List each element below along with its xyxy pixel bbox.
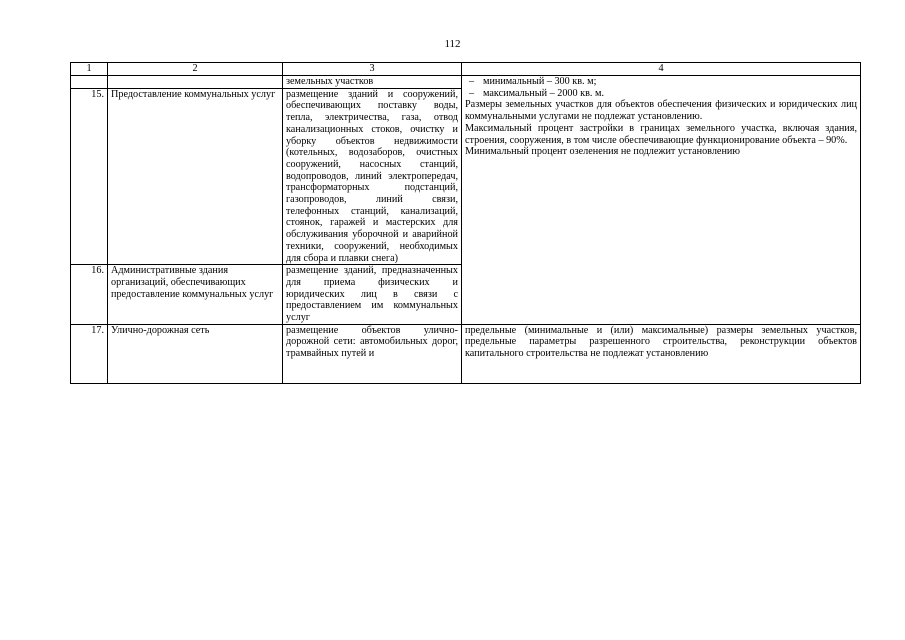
param-paragraph: Размеры земельных участков для объектов обеспечения физических и юридических лиц коммунальными услугами не подлежат установлению. — [465, 99, 857, 123]
cont-description-cell: земельных участков — [283, 76, 462, 89]
header-col-2: 2 — [108, 63, 283, 76]
header-col-4: 4 — [462, 63, 861, 76]
table-row-17 — [71, 324, 861, 383]
cont-name-cell — [108, 76, 283, 89]
parameters-cell-15-16 — [462, 76, 861, 325]
row-number: 17. — [71, 324, 108, 383]
table-row-continuation — [71, 76, 861, 89]
row-description: размещение зданий и сооружений, обеспечивающих поставку воды, тепла, электричества, газа, отвод канализационных стоков, очистку и уборку объектов недвижимости (котельных, водозаборов, очистных сооружений, насосных станций, водопроводов, линий электропередач, трансформаторных подстанций, газопроводов, линий связи, телефонных станций, канализаций, стоянок, гаражей и мастерских для обслуживания уборочной и аварийной техники, сооружений, необходимых для сбора и плавки снега) — [283, 88, 462, 265]
row-number: 15. — [71, 88, 108, 265]
header-col-3: 3 — [283, 63, 462, 76]
row-description: размещение объектов улично-дорожной сети: автомобильных дорог, трамвайных путей и — [286, 324, 458, 360]
page-number: 112 — [444, 38, 461, 50]
row-description-cell — [283, 324, 462, 383]
header-col-1: 1 — [71, 63, 108, 76]
table-header-row — [71, 63, 861, 76]
row-name: Административные здания организаций, обеспечивающих предоставление коммунальных услуг — [108, 265, 283, 325]
bullet-item-min — [465, 76, 857, 88]
row-number: 16. — [71, 265, 108, 325]
param-paragraph: Максимальный процент застройки в границах земельного участка, включая здания, строения, сооружения, в том числе обеспечивающие функционирование объекта – 90%. — [465, 122, 857, 146]
bullet-item-max — [465, 88, 857, 100]
bullet-text: минимальный – 300 кв. м; — [483, 76, 597, 87]
row-parameters: предельные (минимальные и (или) максимальные) размеры земельных участков, предельные параметры разрешенного строительства, реконструкции объектов капитального строительства не подлежат установлению — [462, 324, 861, 383]
row-name: Улично-дорожная сеть — [108, 324, 283, 383]
cont-num-cell — [71, 76, 108, 89]
param-paragraph: Минимальный процент озеленения не подлежит установлению — [465, 146, 740, 158]
dash-marker: – — [469, 76, 475, 87]
row-name: Предоставление коммунальных услуг — [108, 88, 283, 265]
regulations-table — [70, 62, 861, 384]
bullet-text: максимальный – 2000 кв. м. — [483, 87, 604, 99]
row-description: размещение зданий, предназначенных для приема физических и юридических лиц в связи с предоставлением им коммунальных услуг — [283, 265, 462, 325]
dash-marker: – — [469, 87, 475, 99]
